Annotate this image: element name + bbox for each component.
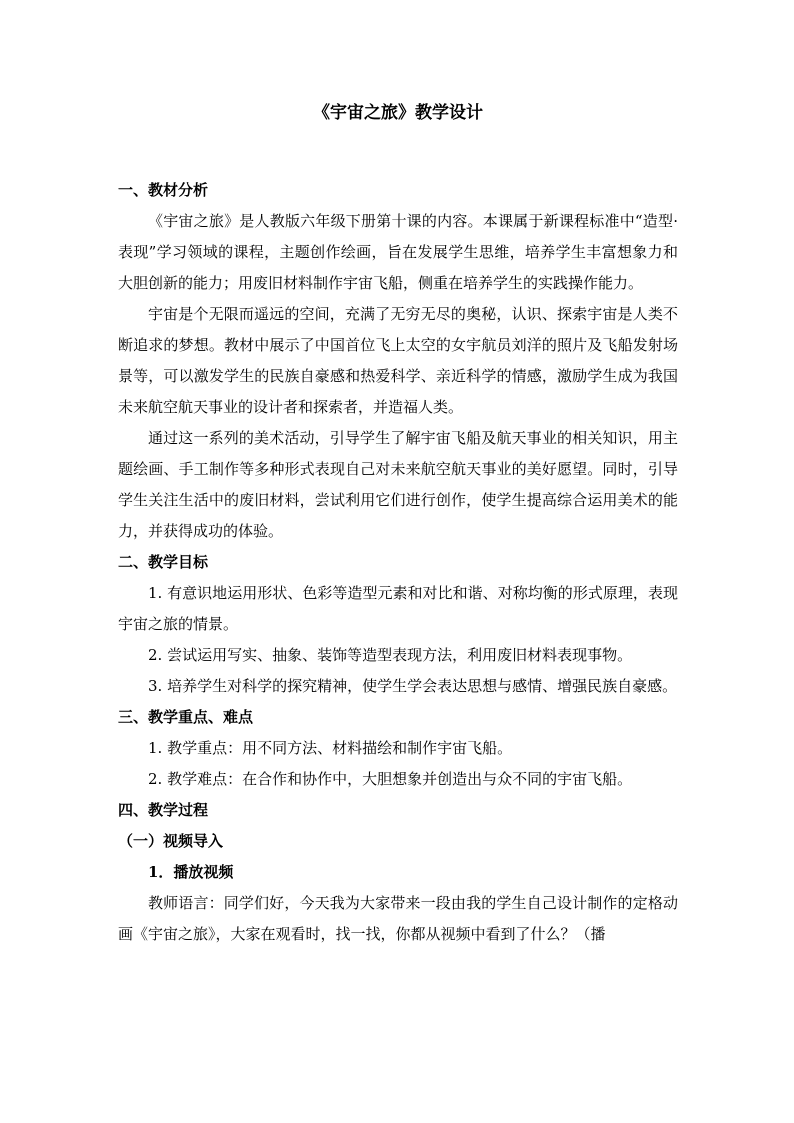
document-title: 《宇宙之旅》教学设计	[313, 103, 483, 123]
list-item: 1. 有意识地运用形状、色彩等造型元素和对比和谐、对称均衡的形式原理，表现宇宙之旅的情景。	[118, 584, 678, 633]
section-teaching-process	[118, 795, 678, 950]
section-textbook-analysis	[118, 175, 678, 547]
paragraph: 通过这一系列的美术活动，引导学生了解宇宙飞船及航天事业的相关知识，用主题绘画、手工制作等多种形式表现自己对未来航空航天事业的美好愿望。同时，引导学生关注生活中的废旧材料，尝试利用它们进行创作，使学生提高综合运用美术的能力，并获得成功的体验。	[118, 429, 678, 540]
section-heading: 四、教学过程	[118, 801, 209, 819]
list-item: 2. 教学难点：在合作和协作中，大胆想象并创造出与众不同的宇宙飞船。	[148, 770, 633, 788]
section-heading: 一、教材分析	[118, 181, 209, 199]
section-teaching-goals	[118, 547, 678, 702]
paragraph: 教师语言：同学们好，今天我为大家带来一段由我的学生自己设计制作的定格动画《宇宙之旅》，大家在观看时，找一找，你都从视频中看到了什么？（播	[118, 894, 678, 943]
section-key-points	[118, 702, 678, 795]
section-heading: 二、教学目标	[118, 553, 209, 571]
list-item: 1. 教学重点：用不同方法、材料描绘和制作宇宙飞船。	[148, 739, 513, 757]
document-page	[118, 100, 678, 950]
subsection-heading: 1．播放视频	[148, 863, 234, 881]
list-item: 2. 尝试运用写实、抽象、装饰等造型表现方法，利用废旧材料表现事物。	[148, 646, 633, 664]
paragraph: 宇宙是个无限而遥远的空间，充满了无穷无尽的奥秘，认识、探索宇宙是人类不断追求的梦想。教材中展示了中国首位飞上太空的女宇航员刘洋的照片及飞船发射场景等，可以激发学生的民族自豪感和热爱科学、亲近科学的情感，激励学生成为我国未来航空航天事业的设计者和探索者，并造福人类。	[118, 305, 678, 416]
list-item: 3. 培养学生对科学的探究精神，使学生学会表达思想与感情、增强民族自豪感。	[148, 677, 678, 695]
section-heading: 三、教学重点、难点	[118, 708, 254, 726]
subsection-heading: （一）视频导入	[118, 832, 224, 850]
paragraph: 《宇宙之旅》是人教版六年级下册第十课的内容。本课属于新课程标准中“造型·表现”学习领域的课程，主题创作绘画，旨在发展学生思维，培养学生丰富想象力和大胆创新的能力；用废旧材料制作宇宙飞船，侧重在培养学生的实践操作能力。	[118, 212, 678, 292]
